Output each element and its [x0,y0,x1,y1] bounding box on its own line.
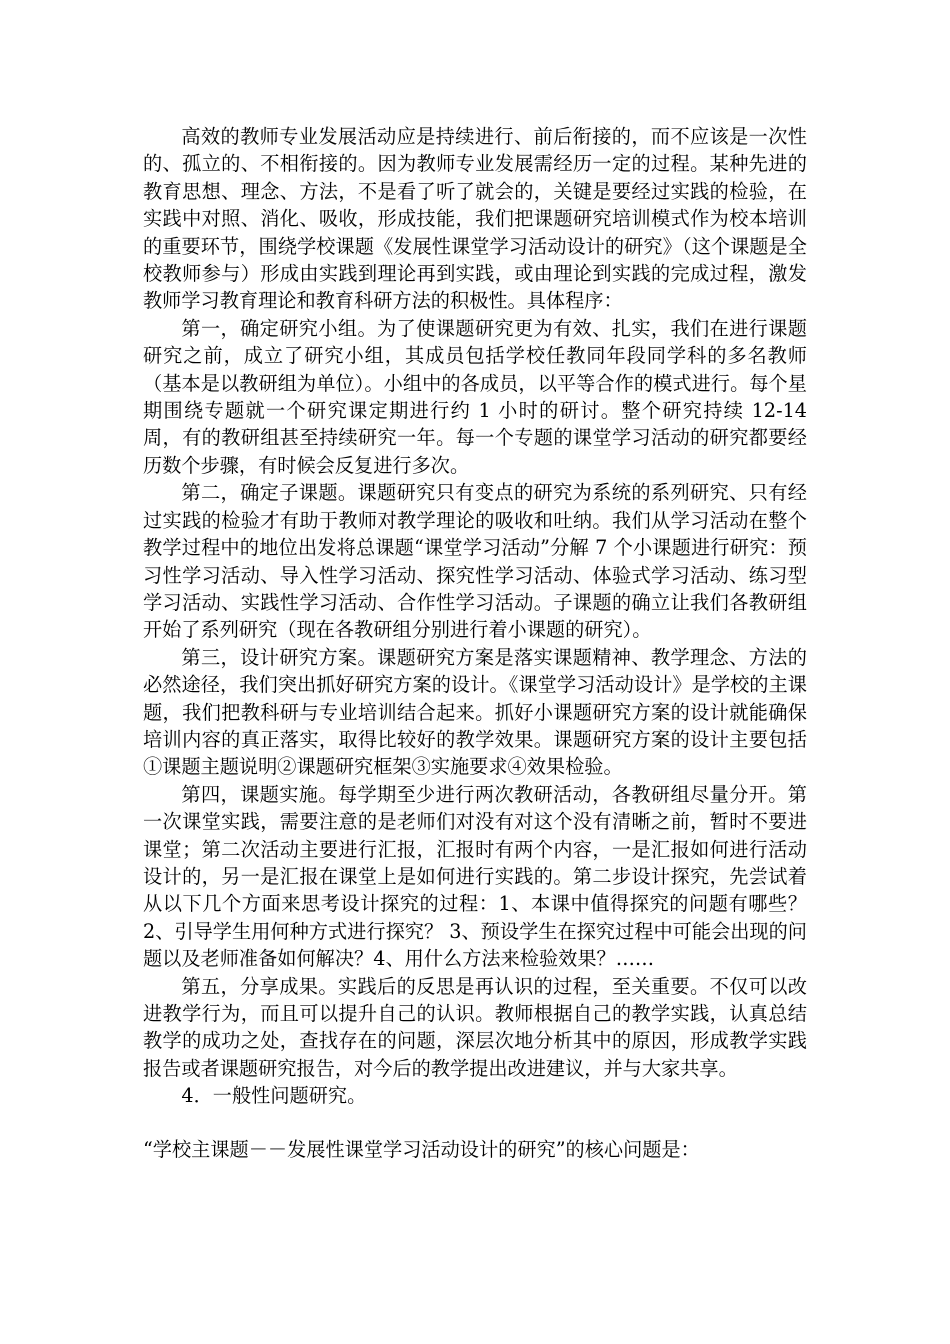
paragraph-intro: 高效的教师专业发展活动应是持续进行、前后衔接的，而不应该是一次性的、孤立的、不相衔接的。因为教师专业发展需经历一定的过程。某种先进的教育思想、理念、方法，不是看了听了就会的，关键是要经过实践的检验，在实践中对照、消化、吸收，形成技能，我们把课题研究培训模式作为校本培训的重要环节，围绕学校课题《发展性课堂学习活动设计的研究》（这个课题是全校教师参与）形成由实践到理论再到实践，或由理论到实践的完成过程，激发教师学习教育理论和教育科研方法的积极性。具体程序： [143,125,807,313]
core-question-line: “学校主课题－－发展性课堂学习活动设计的研究”的核心问题是： [143,1137,700,1161]
paragraph-step-2: 第二，确定子课题。课题研究只有变点的研究为系统的系列研究、只有经过实践的检验才有助于教师对教学理论的吸收和吐纳。我们从学习活动在整个教学过程中的地位出发将总课题“课堂学习活动”分解 7 个小课题进行研究：预习性学习活动、导入性学习活动、探究性学习活动、体验式学习活动、练习型学习活动、实践性学习活动、合作性学习活动。子课题的确立让我们各教研组开始了系列研究（现在各教研组分别进行着小课题的研究）。 [143,481,807,642]
document-body [143,123,807,1163]
paragraph-step-5: 第五，分享成果。实践后的反思是再认识的过程，至关重要。不仅可以改进教学行为，而且可以提升自己的认识。教师根据自己的教学实践，认真总结教学的成功之处，查找存在的问题，深层次地分析其中的原因，形成教学实践报告或者课题研究报告，对今后的教学提出改进建议，并与大家共享。 [143,974,807,1080]
section-heading: 4．一般性问题研究。 [181,1084,367,1108]
paragraph-step-4: 第四，课题实施。每学期至少进行两次教研活动，各教研组尽量分开。第一次课堂实践，需要注意的是老师们对没有对这个没有清晰之前，暂时不要进课堂；第二次活动主要进行汇报，汇报时有两个内容，一是汇报如何进行活动设计的，另一是汇报在课堂上是如何进行实践的。第二步设计探究，先尝试着从以下几个方面来思考设计探究的过程：1、本课中值得探究的问题有哪些？ 2、引导学生用何种方式进行探究？ 3、预设学生在探究过程中可能会出现的问题以及老师准备如何解决？4、用什么方法来检验效果？…… [143,782,807,971]
paragraph-step-1: 第一，确定研究小组。为了使课题研究更为有效、扎实，我们在进行课题研究之前，成立了研究小组，其成员包括学校任教同年段同学科的多名教师（基本是以教研组为单位）。小组中的各成员，以平等合作的模式进行。每个星期围绕专题就一个研究课定期进行约 1 小时的研讨。整个研究持续 12-14 周，有的教研组甚至持续研究一年。每一个专题的课堂学习活动的研究都要经历数个步骤，有时候会反复进行多次。 [143,316,807,477]
paragraph-step-3: 第三，设计研究方案。课题研究方案是落实课题精神、教学理念、方法的必然途径，我们突出抓好研究方案的设计。《课堂学习活动设计》是学校的主课题，我们把教科研与专业培训结合起来。抓好小课题研究方案的设计就能确保培训内容的真正落实，取得比较好的教学效果。课题研究方案的设计主要包括①课题主题说明②课题研究框架③实施要求④效果检验。 [143,645,807,779]
